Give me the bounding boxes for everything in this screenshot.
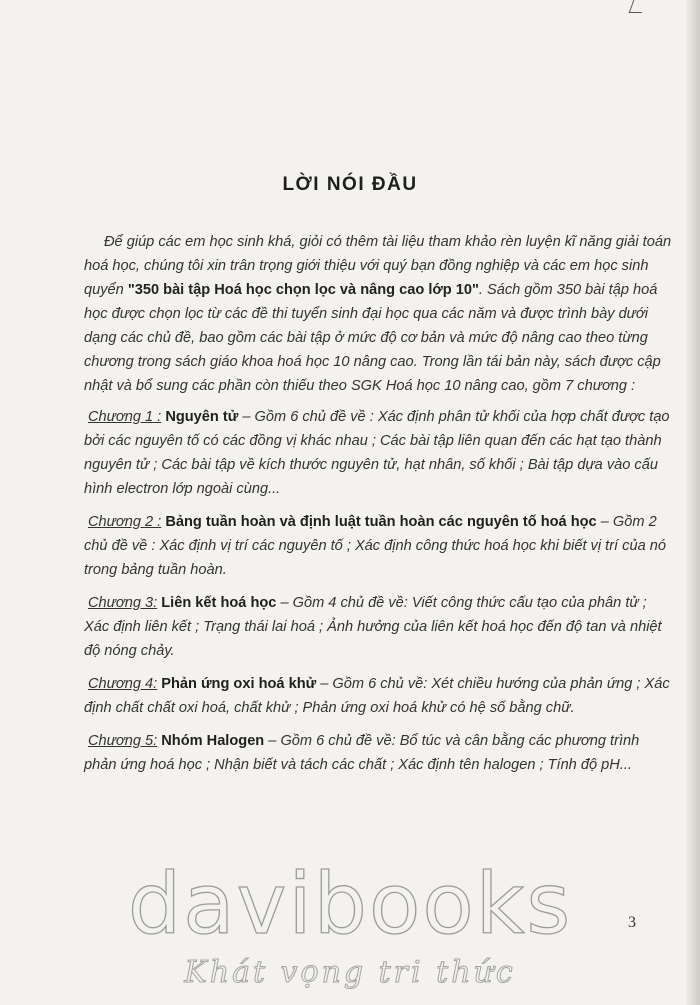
watermark-tagline: Khát vọng tri thức <box>184 955 516 990</box>
chapter-item-4 <box>84 672 674 720</box>
chapter-description: – Gồm 6 chủ đề về: Bổ túc và cân bằng các phương trình phản ứng hoá học ; Nhận biết và tách các chất ; Xác định tên halogen ; Tính độ pH... <box>84 733 640 773</box>
chapter-item-3 <box>84 591 674 663</box>
watermark-brand: davibooks <box>127 855 573 953</box>
corner-mark <box>629 0 647 13</box>
chapter-description: – Gồm 6 chủ về: Xét chiều hướng của phản ứng ; Xác định chất chất oxi hoá, chất khử ; Phản ứng oxi hoá khử có hệ số bằng chữ. <box>84 676 670 716</box>
chapter-item-5 <box>84 729 674 777</box>
page-number: 3 <box>628 914 636 931</box>
chapter-label: Chương 2 : <box>88 514 162 530</box>
chapter-description: – Gồm 2 chủ đề về : Xác định vị trí các nguyên tố ; Xác định công thức hoá học khi biết vị trí của nó trong bảng tuần hoàn. <box>84 514 666 578</box>
intro-paragraph <box>84 230 674 398</box>
chapter-label: Chương 3: <box>88 595 158 611</box>
chapter-item-2 <box>84 510 674 582</box>
chapter-name: Bảng tuần hoàn và định luật tuần hoàn các nguyên tố hoá học <box>165 514 597 530</box>
intro-text-before: Để giúp các em học sinh khá, giỏi có thêm tài liệu tham khảo rèn luyện kĩ năng giải toán hoá học, chúng tôi xin trân trọng giới thiệu với quý bạn đồng nghiệp và các em học sinh quyển <box>84 234 672 298</box>
chapter-name: Liên kết hoá học <box>161 595 277 611</box>
chapter-name: Nhóm Halogen <box>161 733 265 749</box>
chapter-label: Chương 5: <box>88 733 158 749</box>
page-title: LỜI NÓI ĐẦU <box>282 174 418 195</box>
preface-body <box>84 230 674 777</box>
page-edge <box>686 0 700 1005</box>
chapter-description: – Gồm 4 chủ đề về: Viết công thức cấu tạo của phân tử ; Xác định liên kết ; Trạng thái lai hoá ; Ảnh hưởng của liên kết hoá học đến độ tan và nhiệt độ nóng chảy. <box>84 595 662 659</box>
intro-text-after: . Sách gồm 350 bài tập hoá học được chọn lọc từ các đề thi tuyển sinh đại học qua các năm và được trình bày dưới dạng các chủ đề, bao gồm các bài tập ở mức độ cơ bản và mức độ nâng cao theo từng chương trong sách giáo khoa hoá học 10 nâng cao. Trong lần tái bản này, sách được cập nhật và bổ sung các phần còn thiếu theo SGK Hoá học 10 nâng cao, gồm 7 chương : <box>84 282 661 394</box>
chapter-name: Phản ứng oxi hoá khử <box>161 676 317 692</box>
book-title: "350 bài tập Hoá học chọn lọc và nâng cao lớp 10" <box>127 282 479 298</box>
chapter-label: Chương 4: <box>88 676 158 692</box>
chapter-item-1 <box>84 405 674 501</box>
chapter-description: – Gồm 6 chủ đề về : Xác định phân tử khối của hợp chất được tạo bởi các nguyên tố có các đồng vị khác nhau ; Các bài tập liên quan đến các hạt tạo thành nguyên tử ; Các bài tập về kích thước nguyên tử, hạt nhân, số khối ; Bài tập dựa vào cấu hình electron lớp ngoài cùng... <box>84 409 670 497</box>
chapter-label: Chương 1 : <box>88 409 162 425</box>
chapter-name: Nguyên tử <box>165 409 239 425</box>
